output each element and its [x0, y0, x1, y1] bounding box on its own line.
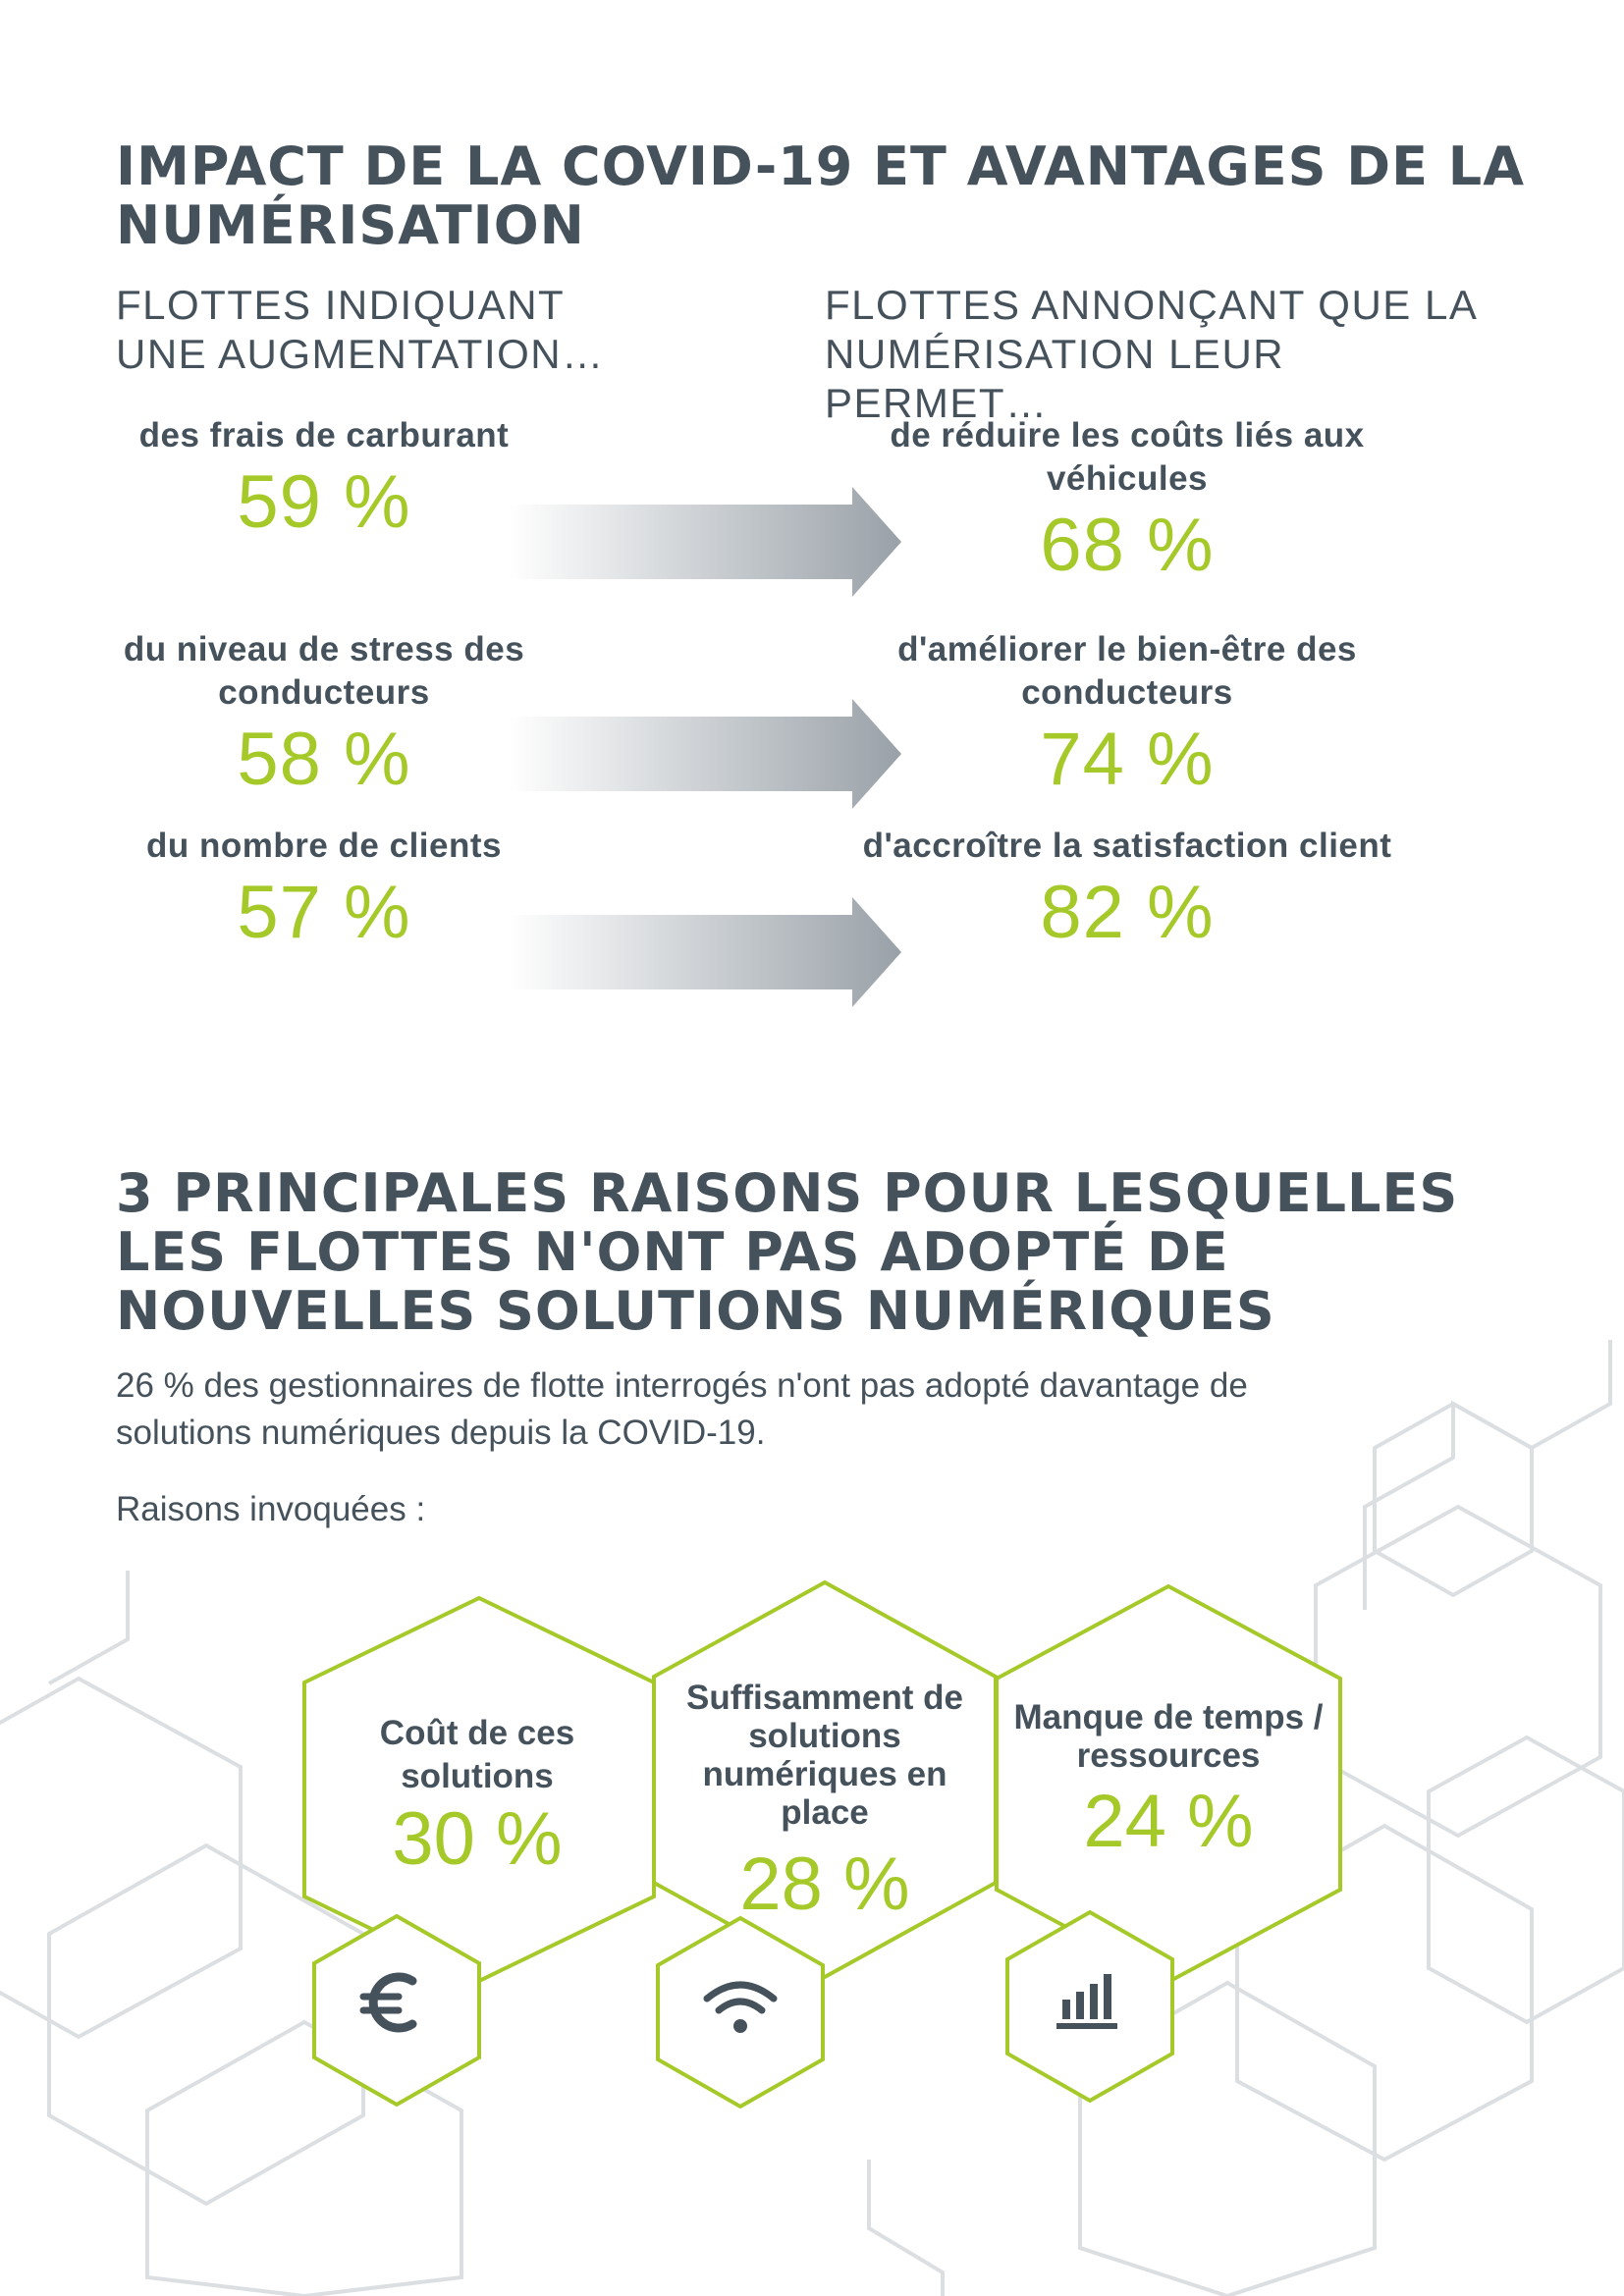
intro-text: 26 % des gestionnaires de flotte interrogés n'ont pas adopté davantage de solutions numériques depuis la COVID-19. — [116, 1366, 1248, 1452]
stat-customer-satisfaction — [833, 825, 1422, 954]
bar-chart-icon — [1049, 1958, 1127, 2037]
stat-label: de réduire les coûts liés aux véhicules — [890, 416, 1365, 498]
reason-label: Coût de ces solutions — [379, 1714, 575, 1795]
stat-driver-wellbeing — [833, 628, 1422, 801]
reason-lack-of-time — [1001, 1698, 1335, 1863]
bg-hex-line — [869, 2160, 943, 2296]
stat-label: d'accroître la satisfaction client — [862, 827, 1392, 865]
bg-hex — [0, 1679, 241, 2037]
section1-title: IMPACT DE LA COVID-19 ET AVANTAGES DE LA NUMÉRISATION — [116, 135, 1525, 256]
arrow-right-icon — [509, 699, 901, 809]
stat-reduce-vehicle-costs — [833, 414, 1422, 587]
euro-icon — [355, 1963, 434, 2042]
stat-label: du niveau de stress des conducteurs — [123, 630, 525, 712]
stat-value: 82 % — [1040, 871, 1215, 954]
reason-label: Suffisamment de solutions numériques en place — [686, 1679, 963, 1832]
reason-value: 24 % — [1083, 1780, 1254, 1863]
stat-label: des frais de carburant — [138, 416, 510, 454]
bg-hex-line — [49, 1571, 128, 1683]
arrow-right-icon — [509, 897, 901, 1007]
reasons-label: Raisons invoquées : — [116, 1490, 426, 1528]
stat-value: 59 % — [237, 460, 411, 544]
arrow-right-icon — [509, 487, 901, 597]
left-column-heading: FLOTTES INDIQUANT UNE AUGMENTATION… — [116, 282, 605, 377]
bg-hex — [1316, 1507, 1600, 1836]
reason-cost — [310, 1712, 644, 1881]
wifi-icon — [701, 1965, 780, 2044]
reason-label: Manque de temps / ressources — [1013, 1698, 1324, 1775]
stat-label: du nombre de clients — [146, 827, 502, 865]
stat-value: 58 % — [237, 718, 411, 801]
reason-value: 28 % — [739, 1842, 910, 1926]
bg-hex — [1429, 1737, 1624, 2022]
right-column-heading: FLOTTES ANNONÇANT QUE LA NUMÉRISATION LEUR PERMET… — [825, 282, 1477, 426]
section2-title: 3 PRINCIPALES RAISONS POUR LESQUELLES LES FLOTTES N'ONT PAS ADOPTÉ DE NOUVELLES SOLUTIONS NUMÉRIQUES — [116, 1162, 1459, 1342]
reason-value: 30 % — [392, 1797, 563, 1881]
stat-value: 57 % — [237, 871, 411, 954]
stat-value: 68 % — [1040, 504, 1215, 587]
stat-value: 74 % — [1040, 718, 1215, 801]
stat-label: d'améliorer le bien-être des conducteurs — [897, 630, 1357, 712]
reason-enough-solutions — [658, 1679, 992, 1926]
